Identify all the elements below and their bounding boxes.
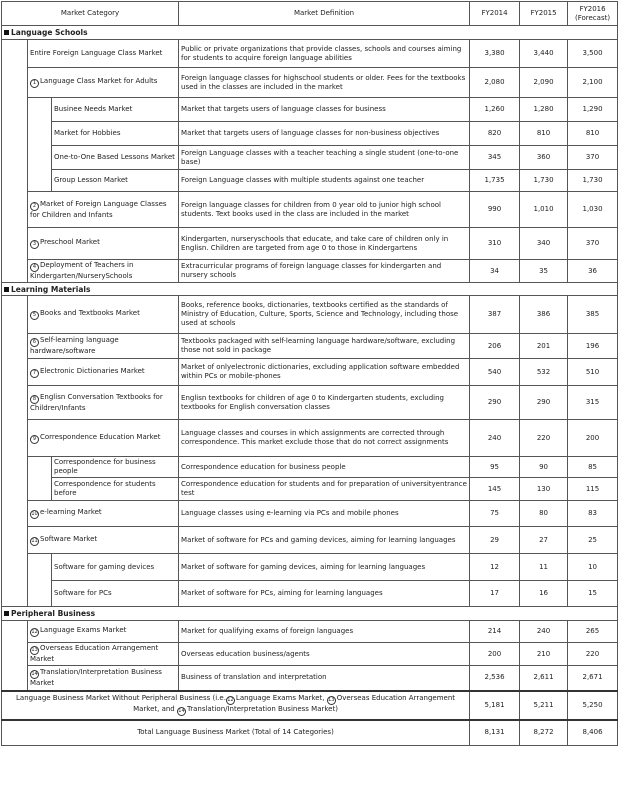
table-row	[2, 666, 618, 691]
bullet-icon	[4, 287, 9, 292]
row-definition: Kindergarten, nurseryschools that educate, and take care of children only in Englisn. Children are targeted from age 0 to those in Kindergartens	[179, 228, 470, 260]
value-fy2016: 5,250	[568, 691, 618, 720]
value-fy2014: 345	[470, 146, 520, 170]
table-row	[2, 501, 618, 527]
value-fy2015: 1,010	[520, 192, 568, 228]
value-fy2015: 1,730	[520, 170, 568, 192]
number-badge: 2	[30, 202, 39, 211]
value-fy2015: 290	[520, 386, 568, 420]
number-badge: 9	[30, 435, 39, 444]
header-category: Market Category	[2, 2, 179, 26]
row-name: 5 Books and Textbooks Market	[28, 296, 179, 334]
row-definition: Englisn textbooks for children of age 0 to Kindergarten students, excluding textbooks for English conversation classes	[179, 386, 470, 420]
bullet-icon	[4, 30, 9, 35]
value-fy2014: 5,181	[470, 691, 520, 720]
row-definition: Correspondence education for business people	[179, 457, 470, 478]
header-fy2015: FY2015	[520, 2, 568, 26]
value-fy2015: 532	[520, 359, 568, 386]
bullet-icon	[4, 611, 9, 616]
header-fy2016: FY2016 (Forecast)	[568, 2, 618, 26]
number-badge: 5	[30, 311, 39, 320]
number-badge: 4	[30, 263, 39, 272]
value-fy2014: 12	[470, 554, 520, 581]
value-fy2015: 2,090	[520, 68, 568, 98]
value-fy2016: 385	[568, 296, 618, 334]
number-badge: 6	[30, 338, 39, 347]
value-fy2016: 36	[568, 260, 618, 283]
row-name: 7 Electronic Dictionaries Market	[28, 359, 179, 386]
value-fy2015: 3,440	[520, 40, 568, 68]
row-definition: Market that targets users of language classes for non-business objectives	[179, 122, 470, 146]
total-row	[2, 720, 618, 746]
table-row	[2, 527, 618, 554]
value-fy2015: 8,272	[520, 720, 568, 746]
value-fy2015: 27	[520, 527, 568, 554]
table-row	[2, 40, 618, 68]
table-row	[2, 334, 618, 359]
value-fy2015: 11	[520, 554, 568, 581]
number-badge: 1	[30, 79, 39, 88]
row-name: One-to-One Based Lessons Market	[52, 146, 179, 170]
table-row	[2, 146, 618, 170]
table-row	[2, 478, 618, 501]
table-row	[2, 643, 618, 666]
row-name: 14 Translation/Interpretation Business Market	[28, 666, 179, 691]
value-fy2015: 2,611	[520, 666, 568, 691]
number-badge: 14	[178, 708, 185, 714]
value-fy2014: 1,735	[470, 170, 520, 192]
value-fy2015: 240	[520, 621, 568, 643]
number-badge: 3	[30, 240, 39, 249]
row-name: Software for PCs	[52, 581, 179, 607]
number-badge: 10	[31, 511, 38, 517]
row-definition: Language classes and courses in which assignments are corrected through correspondence. This market exclude those that do not correct assignments	[179, 420, 470, 457]
value-fy2014: 214	[470, 621, 520, 643]
row-name: 2 Market of Foreign Language Classes for Children and Infants	[28, 192, 179, 228]
row-definition: Textbooks packaged with self-learning language hardware/software, excluding those not sold in package	[179, 334, 470, 359]
table-row	[2, 359, 618, 386]
table-row	[2, 420, 618, 457]
row-definition: Foreign Language classes with a teacher teaching a single student (one-to-one base)	[179, 146, 470, 170]
row-definition: Market that targets users of language classes for business	[179, 98, 470, 122]
value-fy2014: 8,131	[470, 720, 520, 746]
value-fy2015: 340	[520, 228, 568, 260]
without-peripheral-row	[2, 691, 618, 720]
number-badge: 13	[328, 697, 335, 703]
value-fy2015: 80	[520, 501, 568, 527]
header-row	[2, 2, 618, 26]
number-badge: 11	[31, 537, 38, 544]
table-row	[2, 98, 618, 122]
value-fy2014: 75	[470, 501, 520, 527]
value-fy2014: 240	[470, 420, 520, 457]
number-badge: 12	[227, 697, 234, 703]
value-fy2014: 206	[470, 334, 520, 359]
value-fy2015: 5,211	[520, 691, 568, 720]
value-fy2016: 370	[568, 146, 618, 170]
value-fy2015: 90	[520, 457, 568, 478]
value-fy2016: 200	[568, 420, 618, 457]
value-fy2016: 315	[568, 386, 618, 420]
value-fy2014: 387	[470, 296, 520, 334]
row-name: 8 Englisn Conversation Textbooks for Children/Infants	[28, 386, 179, 420]
row-definition: Market of software for PCs, aiming for learning languages	[179, 581, 470, 607]
row-definition: Language classes using e-learning via PCs and mobile phones	[179, 501, 470, 527]
value-fy2016: 10	[568, 554, 618, 581]
value-fy2015: 1,280	[520, 98, 568, 122]
row-definition: Foreign language classes for children from 0 year old to junior high school students. Text books used in the class are included in the market	[179, 192, 470, 228]
value-fy2016: 810	[568, 122, 618, 146]
value-fy2016: 265	[568, 621, 618, 643]
value-fy2014: 17	[470, 581, 520, 607]
value-fy2015: 35	[520, 260, 568, 283]
value-fy2016: 2,671	[568, 666, 618, 691]
value-fy2016: 3,500	[568, 40, 618, 68]
row-definition: Market of software for PCs and gaming devices, aiming for learning languages	[179, 527, 470, 554]
value-fy2016: 8,406	[568, 720, 618, 746]
row-name: Group Lesson Market	[52, 170, 179, 192]
table-row	[2, 260, 618, 283]
value-fy2016: 25	[568, 527, 618, 554]
value-fy2014: 990	[470, 192, 520, 228]
value-fy2014: 310	[470, 228, 520, 260]
value-fy2015: 220	[520, 420, 568, 457]
value-fy2014: 540	[470, 359, 520, 386]
value-fy2014: 29	[470, 527, 520, 554]
value-fy2014: 34	[470, 260, 520, 283]
number-badge: 8	[30, 395, 39, 404]
header-fy2014: FY2014	[470, 2, 520, 26]
value-fy2014: 1,260	[470, 98, 520, 122]
header-definition: Market Definition	[179, 2, 470, 26]
row-definition: Market of onlyelectronic dictionaries, excluding application software embedded within PCs or mobile-phones	[179, 359, 470, 386]
row-definition: Market of software for gaming devices, aiming for learning languages	[179, 554, 470, 581]
row-definition: Public or private organizations that provide classes, schools and courses aiming for students to acquire foreign language abilities	[179, 40, 470, 68]
row-name: 12 Language Exams Market	[28, 621, 179, 643]
table-row	[2, 621, 618, 643]
value-fy2015: 130	[520, 478, 568, 501]
table-row	[2, 296, 618, 334]
row-definition: Foreign language classes for highschool students or older. Fees for the textbooks used in the classes are included in the market	[179, 68, 470, 98]
value-fy2016: 85	[568, 457, 618, 478]
value-fy2014: 820	[470, 122, 520, 146]
table-row	[2, 228, 618, 260]
total-label: Total Language Business Market (Total of 14 Categories)	[2, 720, 470, 746]
value-fy2016: 1,290	[568, 98, 618, 122]
value-fy2016: 83	[568, 501, 618, 527]
row-definition: Overseas education business/agents	[179, 643, 470, 666]
row-name: Software for gaming devices	[52, 554, 179, 581]
value-fy2015: 386	[520, 296, 568, 334]
value-fy2016: 220	[568, 643, 618, 666]
value-fy2014: 3,380	[470, 40, 520, 68]
number-badge: 13	[31, 647, 38, 653]
row-name: 11 Software Market	[28, 527, 179, 554]
value-fy2014: 145	[470, 478, 520, 501]
value-fy2016: 115	[568, 478, 618, 501]
value-fy2016: 510	[568, 359, 618, 386]
row-definition: Business of translation and interpretation	[179, 666, 470, 691]
row-name: Businee Needs Market	[52, 98, 179, 122]
table-row	[2, 68, 618, 98]
value-fy2016: 196	[568, 334, 618, 359]
row-name: 13 Overseas Education Arrangement Market	[28, 643, 179, 666]
row-name: 4 Deployment of Teachers in Kindergarten/NurserySchools	[28, 260, 179, 283]
table-row	[2, 170, 618, 192]
row-name: Entire Foreign Language Class Market	[28, 40, 179, 68]
row-name: 9 Correspondence Education Market	[28, 420, 179, 457]
row-definition: Extracurricular programs of foreign language classes for kindergarten and nursery schools	[179, 260, 470, 283]
value-fy2016: 1,730	[568, 170, 618, 192]
value-fy2016: 1,030	[568, 192, 618, 228]
row-name: 3 Preschool Market	[28, 228, 179, 260]
value-fy2016: 370	[568, 228, 618, 260]
row-name: Correspondence for students before	[52, 478, 179, 501]
value-fy2014: 200	[470, 643, 520, 666]
section-language-schools: Language Schools	[2, 26, 618, 40]
table-row	[2, 122, 618, 146]
table-row	[2, 554, 618, 581]
value-fy2015: 360	[520, 146, 568, 170]
without-peripheral-label: Language Business Market Without Peripheral Business (i.e.12 Language Exams Market, 13 Overseas Education Arrangement Market, and 14 Translation/Interpretation Business Market)	[2, 691, 470, 720]
table-row	[2, 457, 618, 478]
value-fy2016: 15	[568, 581, 618, 607]
section-peripheral-business: Peripheral Business	[2, 607, 618, 621]
value-fy2015: 810	[520, 122, 568, 146]
table-row	[2, 581, 618, 607]
value-fy2015: 210	[520, 643, 568, 666]
row-definition: Correspondence education for students and for preparation of universityentrance test	[179, 478, 470, 501]
row-definition: Books, reference books, dictionaries, textbooks certified as the standards of Ministry of Education, Culture, Sports, Science and Technology, including those used at schools	[179, 296, 470, 334]
value-fy2014: 2,080	[470, 68, 520, 98]
value-fy2016: 2,100	[568, 68, 618, 98]
value-fy2014: 95	[470, 457, 520, 478]
value-fy2015: 16	[520, 581, 568, 607]
value-fy2014: 2,536	[470, 666, 520, 691]
row-definition: Market for qualifying exams of foreign languages	[179, 621, 470, 643]
table-row	[2, 386, 618, 420]
row-name: 1 Language Class Market for Adults	[28, 68, 179, 98]
value-fy2015: 201	[520, 334, 568, 359]
number-badge: 12	[31, 629, 38, 635]
market-table	[1, 1, 618, 746]
number-badge: 7	[30, 369, 39, 378]
row-name: 6 Self-learning language hardware/software	[28, 334, 179, 359]
row-name: Correspondence for business people	[52, 457, 179, 478]
table-row	[2, 192, 618, 228]
section-learning-materials: Learning Materials	[2, 283, 618, 296]
number-badge: 14	[31, 670, 38, 677]
value-fy2014: 290	[470, 386, 520, 420]
row-definition: Foreign Language classes with multiple students against one teacher	[179, 170, 470, 192]
row-name: 10 e-learning Market	[28, 501, 179, 527]
row-name: Market for Hobbies	[52, 122, 179, 146]
